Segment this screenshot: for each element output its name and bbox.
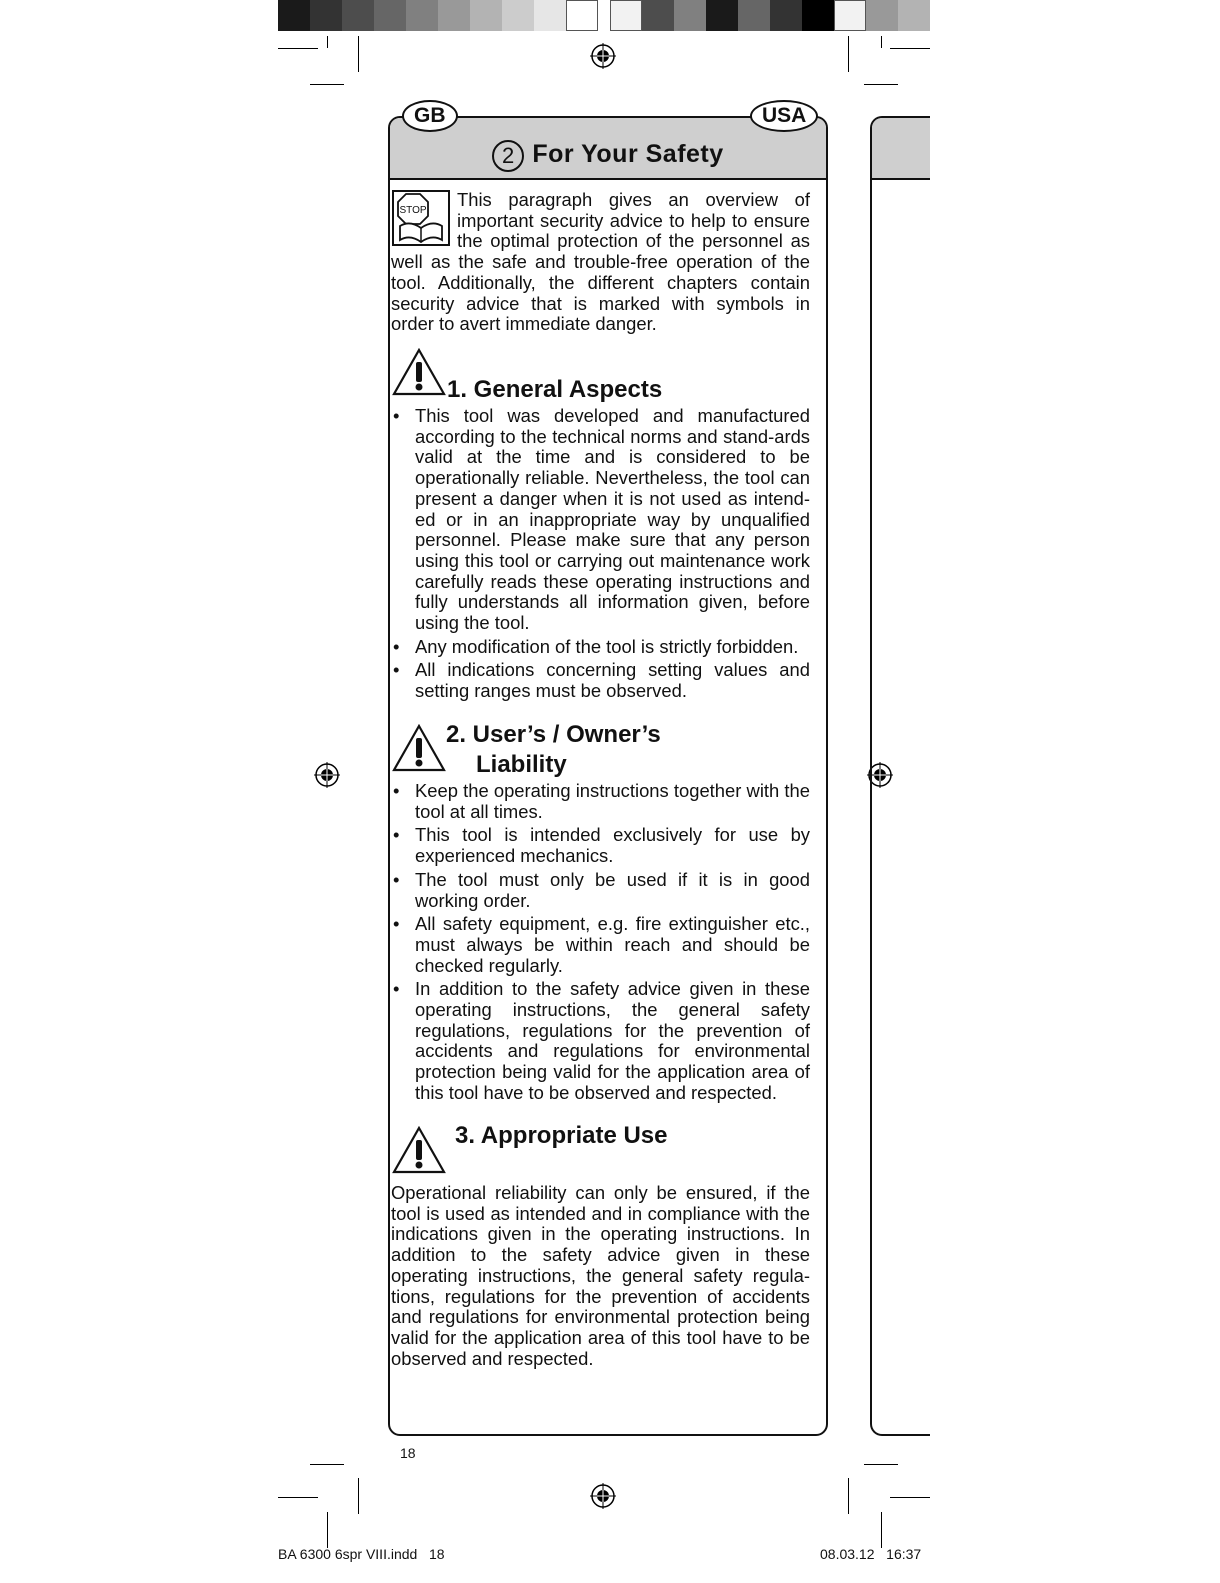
list-item: • This tool was developed and manufactured according to the technical norms and stand-ards valid at the time and is considered to be operationally reliable. Nevertheless, the tool can present a danger when it is not used as intend-ed or in an inappropriate way by unqualified personnel. Please make sure that any person using this tool or carrying out maintenance work carefully reads these operating instructions and fully understands all information given, before using the tool. xyxy=(391,406,810,634)
calibration-swatch xyxy=(310,0,342,31)
crop-mark xyxy=(864,84,898,85)
intro-text: This paragraph gives an overview of important security advice to help to ensure the optimal protection of the personnel as well as the safe and trouble-free operation of the tool. Additionally, the different chapters contain security advice that is marked with symbols in order to avert immediate danger. xyxy=(391,189,810,335)
list-item: • Keep the operating instructions together with the tool at all times. xyxy=(391,781,810,822)
color-calibration-bar-right xyxy=(610,0,930,31)
general-aspects-list xyxy=(391,406,810,705)
list-item: • Any modification of the tool is strictly forbidden. xyxy=(391,637,810,658)
crop-mark xyxy=(881,36,882,48)
crop-mark xyxy=(327,1512,328,1548)
calibration-swatch xyxy=(770,0,802,31)
crop-mark xyxy=(358,36,359,72)
calibration-swatch xyxy=(674,0,706,31)
heading-line-1: 2. User’s / Owner’s xyxy=(446,721,661,748)
registration-mark-icon xyxy=(590,43,616,69)
stop-label: STOP xyxy=(399,205,427,216)
calibration-swatch xyxy=(438,0,470,31)
list-item: • All indications concerning setting values and setting ranges must be observed. xyxy=(391,660,810,701)
crop-mark xyxy=(278,48,318,49)
list-item: • All safety equipment, e.g. fire extinguisher etc., must always be within reach and should be checked regularly. xyxy=(391,914,810,976)
list-item: • This tool is intended exclusively for use by experienced mechanics. xyxy=(391,825,810,866)
heading-line-2: Liability xyxy=(476,751,567,778)
file-name-slug: BA 6300 6spr VIII.indd 18 xyxy=(278,1546,445,1562)
calibration-swatch xyxy=(642,0,674,31)
crop-mark xyxy=(278,1497,318,1498)
calibration-swatch xyxy=(566,0,598,31)
calibration-swatch xyxy=(278,0,310,31)
print-date-time: 08.03.12 16:37 xyxy=(820,1546,922,1562)
crop-mark xyxy=(848,36,849,72)
crop-mark xyxy=(890,48,930,49)
heading-appropriate-use: 3. Appropriate Use xyxy=(455,1122,668,1149)
appropriate-use-paragraph: Operational reliability can only be ensured, if the tool is used as intended and in compliance with the indications given in the operating instructions. In addition to the safety advice given in these operating instructions, the general safety regula-tions, regulations for the prevention of accidents and regulations for environmental protection being valid for the application area of this tool have to be observed and respected. xyxy=(391,1182,810,1369)
registration-mark-icon xyxy=(590,1483,616,1509)
heading-users-owners-liability xyxy=(446,720,661,780)
list-item: • The tool must only be used if it is in good working order. xyxy=(391,870,810,911)
section-title-text: For Your Safety xyxy=(532,140,724,168)
heading-general-aspects: 1. General Aspects xyxy=(447,376,663,403)
crop-mark xyxy=(864,1464,898,1465)
crop-mark xyxy=(310,84,344,85)
calibration-swatch xyxy=(802,0,834,31)
calibration-swatch xyxy=(738,0,770,31)
liability-list xyxy=(391,781,810,1107)
crop-mark xyxy=(310,1464,344,1465)
crop-mark xyxy=(848,1478,849,1514)
calibration-swatch xyxy=(374,0,406,31)
calibration-swatch xyxy=(502,0,534,31)
intro-paragraph xyxy=(391,190,810,335)
crop-mark xyxy=(327,36,328,48)
calibration-swatch xyxy=(470,0,502,31)
crop-mark xyxy=(881,1512,882,1548)
warning-triangle-icon xyxy=(392,724,446,772)
calibration-swatch xyxy=(866,0,898,31)
color-calibration-bar-left xyxy=(278,0,598,31)
crop-mark xyxy=(890,1497,930,1498)
adjacent-page-frame xyxy=(870,116,930,1436)
list-item: • In addition to the safety advice given in these operating instructions, the general safety regulations, regulations for the prevention of accidents and regulations for environmental protection being valid for the application area of this tool have to be observed and respected. xyxy=(391,979,810,1103)
calibration-swatch xyxy=(706,0,738,31)
calibration-swatch xyxy=(834,0,866,31)
language-badge-gb: GB xyxy=(402,100,458,132)
calibration-swatch xyxy=(342,0,374,31)
section-number: 2 xyxy=(492,140,524,172)
warning-triangle-icon xyxy=(392,1126,446,1174)
crop-mark xyxy=(358,1478,359,1514)
page-number: 18 xyxy=(400,1445,416,1461)
registration-mark-icon xyxy=(314,762,340,788)
warning-triangle-icon xyxy=(392,348,446,396)
calibration-swatch xyxy=(898,0,930,31)
section-title xyxy=(390,140,826,172)
calibration-swatch xyxy=(406,0,438,31)
language-badge-usa: USA xyxy=(750,100,818,132)
calibration-swatch xyxy=(534,0,566,31)
calibration-swatch xyxy=(610,0,642,31)
